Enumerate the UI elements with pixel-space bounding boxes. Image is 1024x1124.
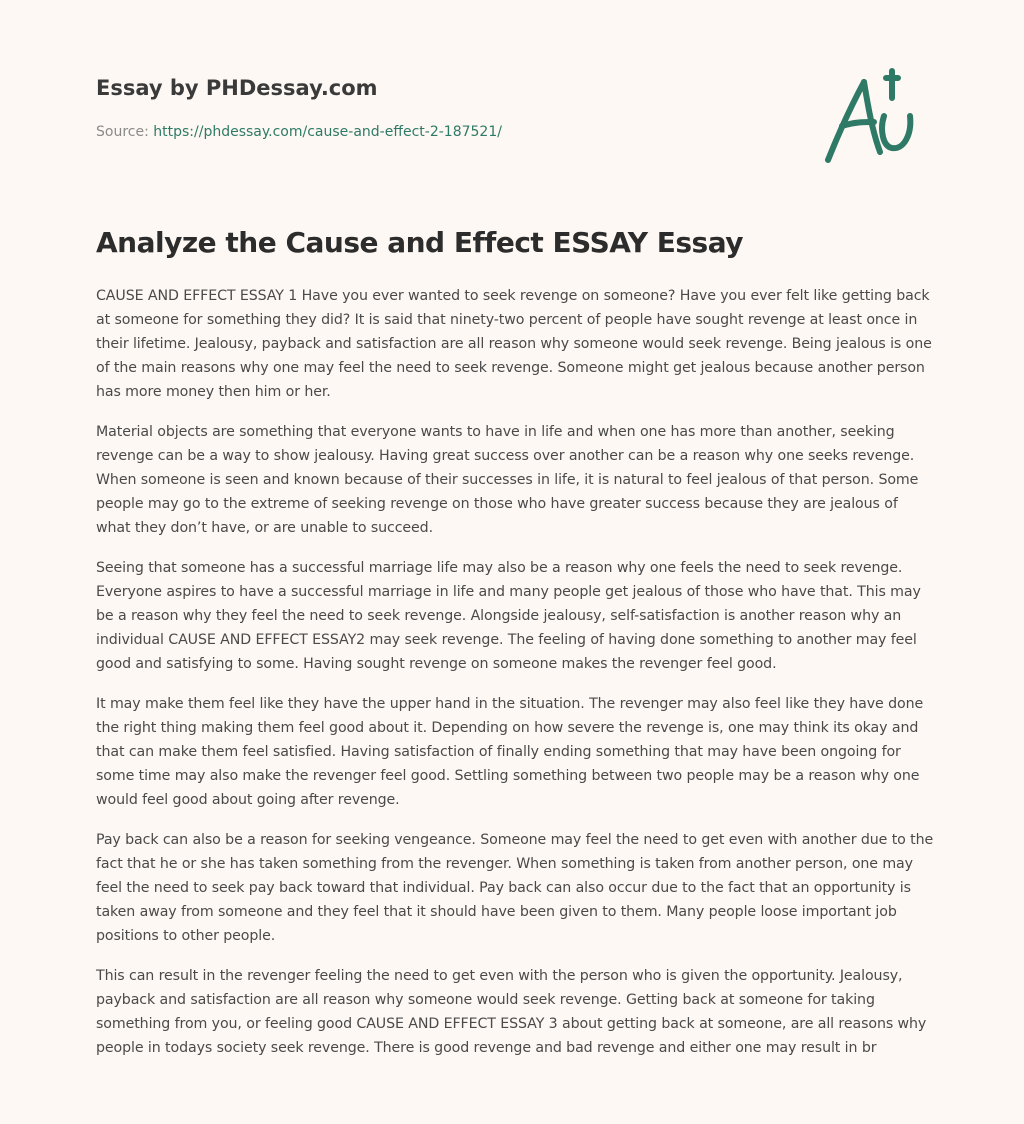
source-line: [96, 124, 502, 140]
document-header: [96, 0, 932, 180]
essay-paragraph: CAUSE AND EFFECT ESSAY 1 Have you ever wanted to seek revenge on someone? Have you ever felt like getting back at someone for something they did? It is said that ninety-two percent of people have sought revenge at least once in their lifetime. Jealousy, payback and satisfaction are all reason why someone would seek revenge. Being jealous is one of the main reasons why one may feel the need to seek revenge. Someone might get jealous because another person has more money then him or her.: [96, 288, 932, 400]
source-link[interactable]: https://phdessay.com/cause-and-effect-2-187521/: [153, 124, 502, 140]
a-plus-logo-icon: [820, 68, 930, 168]
source-label: Source:: [96, 124, 149, 140]
essay-paragraph: It may make them feel like they have the upper hand in the situation. The revenger may also feel like they have done the right thing making them feel good about it. Depending on how severe the revenge is, one may think its okay and that can make them feel satisfied. Having satisfaction of finally ending something that may have been ongoing for some time may also make the revenger feel good. Settling something between two people may be a reason why one would feel good about going after revenge.: [96, 696, 924, 808]
document-page: [96, 0, 934, 1056]
essay-paragraph: Material objects are something that everyone wants to have in life and when one has more than another, seeking revenge can be a way to show jealousy. Having great success over another can be a reason why one seeks revenge. When someone is seen and known because of their successes in life, it is natural to feel jealous of that person. Some people may go to the extreme of seeking revenge on those who have greater success because they are jealous of what they don’t have, or are unable to succeed.: [96, 424, 919, 536]
essay-paragraph: Seeing that someone has a successful marriage life may also be a reason why one feels the need to seek revenge. Everyone aspires to have a successful marriage in life and many people get jealous of those who have that. This may be a reason why they feel the need to seek revenge. Alongside jealousy, self-satisfaction is another reason why an individual CAUSE AND EFFECT ESSAY2 may seek revenge. The feeling of having done something to another may feel good and satisfying to some. Having sought revenge on someone makes the revenger feel good.: [96, 560, 921, 672]
essay-title: Analyze the Cause and Effect ESSAY Essay: [96, 226, 744, 259]
essay-paragraph: Pay back can also be a reason for seeking vengeance. Someone may feel the need to get even with another due to the fact that he or she has taken something from the revenger. When something is taken from another person, one may feel the need to seek pay back toward that individual. Pay back can also occur due to the fact that an opportunity is taken away from someone and they feel that it should have been given to them. Many people loose important job positions to other people.: [96, 832, 934, 944]
essay-body: [96, 284, 934, 1076]
essay-paragraph: This can result in the revenger feeling the need to get even with the person who is given the opportunity. Jealousy, payback and satisfaction are all reason why someone would seek revenge. Getting back at someone for taking something from you, or feeling good CAUSE AND EFFECT ESSAY 3 about getting back at someone, are all reasons why people in todays society seek revenge. There is good revenge and bad revenge and either one may result in br: [96, 968, 927, 1056]
site-title: Essay by PHDessay.com: [96, 76, 378, 100]
